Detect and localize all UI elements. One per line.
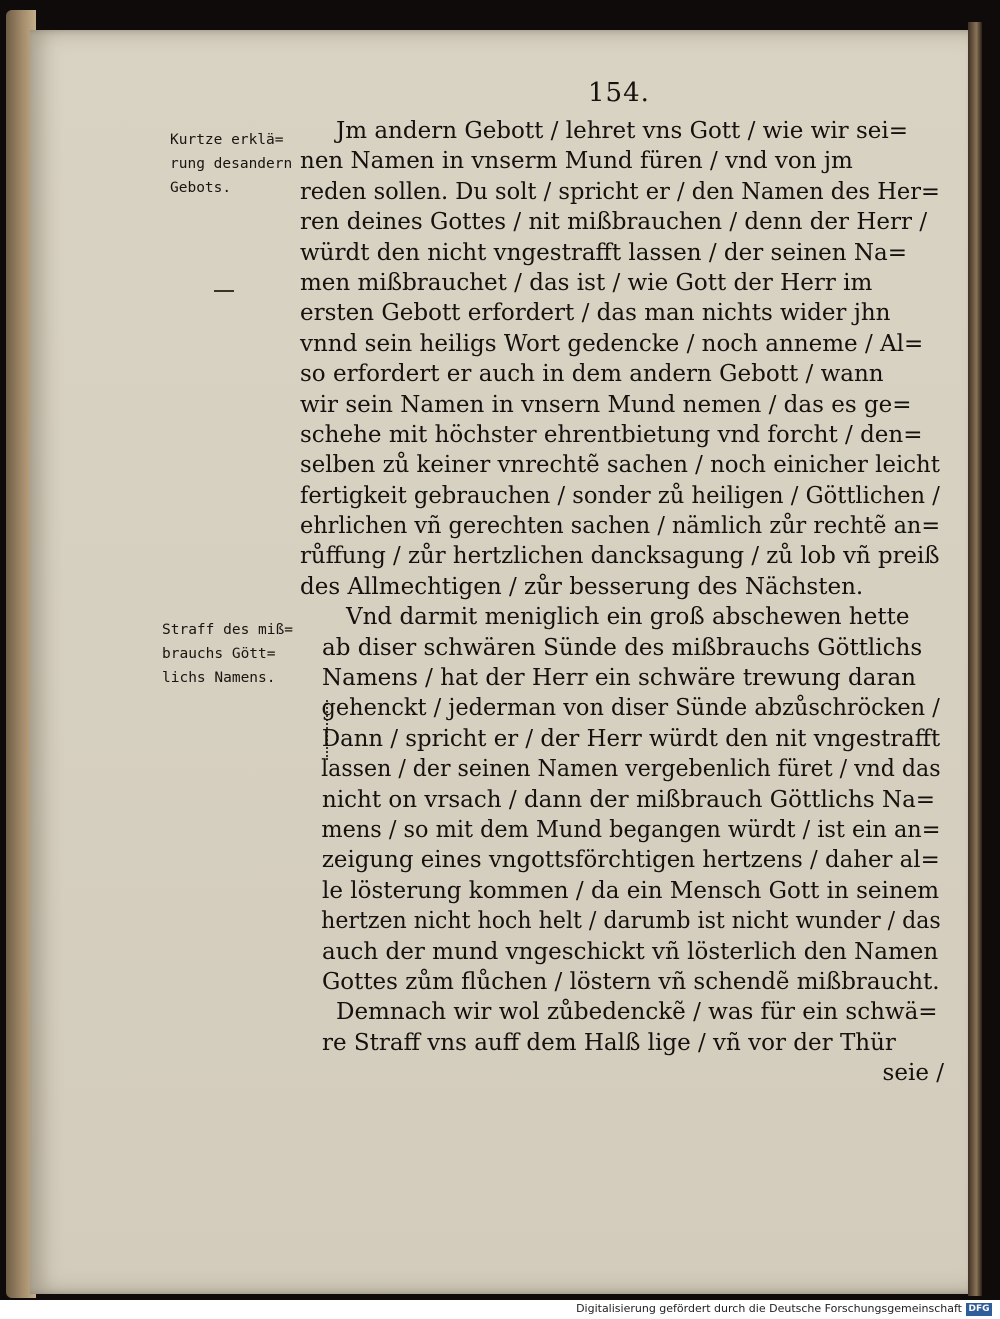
text-line: schehe mit höchster ehrentbietung vnd forcht / den= <box>300 421 923 448</box>
margin-note-line: Kurtze erklä= <box>170 132 284 148</box>
body-text <box>300 116 952 1089</box>
text-line: würdt den nicht vngestrafft lassen / der seinen Na= <box>300 239 907 266</box>
text-line: seie / <box>882 1060 944 1087</box>
text-line: des Allmechtigen / zůr besserung des Nächsten. <box>300 573 864 600</box>
text-line: selben zů keiner vnrechtẽ sachen / noch einicher leicht <box>300 452 940 479</box>
text-line: nicht on vrsach / dann der mißbrauch Göttlichs Na= <box>322 786 936 813</box>
dfg-logo-icon: DFG <box>966 1303 992 1316</box>
margin-note-explanation <box>170 128 292 200</box>
text-line: re Straff vns auff dem Halß lige / vñ vor der Thür <box>322 1029 896 1056</box>
text-line: hertzen nicht hoch helt / darumb ist nicht wunder / das <box>321 908 941 935</box>
text-line: gehenckt / jederman von diser Sünde abzůschröcken / <box>321 695 940 722</box>
margin-note-line: lichs Namens. <box>162 670 276 686</box>
book-right-edge <box>968 22 982 1296</box>
page-number: 154. <box>588 78 650 108</box>
text-line: reden sollen. Du solt / spricht er / den Namen des Her= <box>300 178 940 205</box>
text-line: men mißbrauchet / das ist / wie Gott der Herr im <box>300 269 873 296</box>
text-line: lassen / der seinen Namen vergebenlich füret / vnd das <box>321 756 941 783</box>
text-line: fertigkeit gebrauchen / sonder zů heiligen / Göttlichen / <box>300 482 940 509</box>
margin-note-line: Gebots. <box>170 180 232 196</box>
text-line: Demnach wir wol zůbedenckẽ / was für ein schwä= <box>336 999 938 1026</box>
text-line: nen Namen in vnserm Mund füren / vnd von jm <box>300 148 853 175</box>
text-line: Jm andern Gebott / lehret vns Gott / wie wir sei= <box>336 118 909 144</box>
text-line: Dann / spricht er / der Herr würdt den nit vngestrafft <box>321 725 941 752</box>
text-line: mens / so mit dem Mund begangen würdt / ist ein an= <box>321 816 941 843</box>
text-line: auch der mund vngeschickt vñ lösterlich den Namen <box>322 938 939 965</box>
text-line: zeigung eines vngottsförchtigen hertzens / daher al= <box>321 847 940 874</box>
text-line: růffung / zůr hertzlichen dancksagung / zů lob vñ preiß <box>300 543 940 570</box>
text-line: ersten Gebott erfordert / das man nichts wider jhn <box>300 300 891 327</box>
margin-note-punishment <box>162 618 293 690</box>
funding-credit: Digitalisierung gefördert durch die Deutsche Forschungsgemeinschaft <box>576 1302 962 1315</box>
text-line: ren deines Gottes / nit mißbrauchen / denn der Herr / <box>300 209 928 236</box>
margin-note-line: Straff des miß= <box>162 622 293 638</box>
margin-note-line: brauchs Gött= <box>162 646 276 662</box>
text-line: so erfordert er auch in dem andern Gebott / wann <box>300 361 884 388</box>
margin-dash-mark <box>214 290 234 292</box>
text-line: ehrlichen vñ gerechten sachen / nämlich zůr rechtẽ an= <box>300 513 941 540</box>
text-line: Gottes zům flůchen / löstern vñ schendẽ mißbraucht. <box>321 968 940 995</box>
text-line: Namens / hat der Herr ein schwäre trewung daran <box>322 665 916 692</box>
text-line: ab diser schwären Sünde des mißbrauchs Göttlichs <box>322 634 923 661</box>
margin-note-line: rung desandern <box>170 156 293 172</box>
text-line: vnnd sein heiligs Wort gedencke / noch anneme / Al= <box>300 330 924 357</box>
text-line: wir sein Namen in vnsern Mund nemen / das es ge= <box>300 391 912 418</box>
digitization-footer <box>0 1300 1000 1319</box>
text-line: le lösterung kommen / da ein Mensch Gott in seinem <box>322 877 940 904</box>
text-line: Vnd darmit meniglich ein groß abschewen hette <box>346 604 910 631</box>
